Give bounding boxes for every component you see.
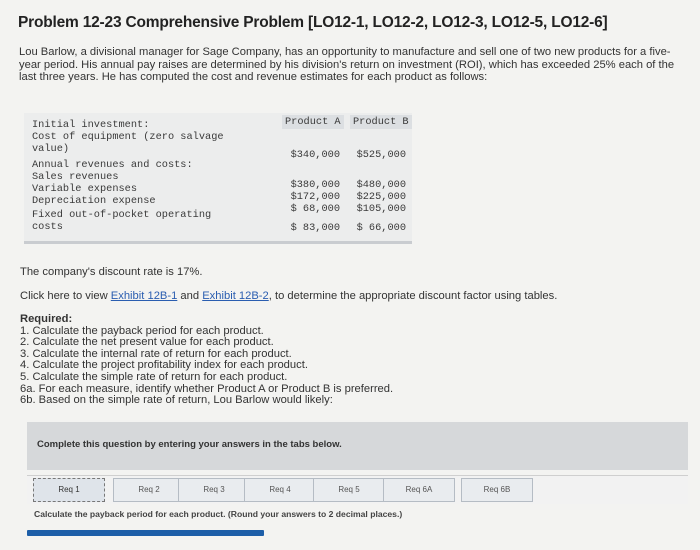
column-header-product-b: Product B [350, 115, 412, 129]
tab-req-6a[interactable]: Req 6A [383, 478, 455, 502]
tab-req-2[interactable]: Req 2 [113, 478, 185, 502]
required-list [20, 314, 393, 407]
required-item: 2. Calculate the net present value for each product. [20, 336, 274, 349]
product-a-value: $172,000 [290, 191, 340, 203]
row-label: Sales revenues [32, 171, 119, 183]
product-b-value: $480,000 [356, 179, 406, 191]
required-item: 3. Calculate the internal rate of return for each product. [20, 347, 292, 360]
product-a-value: $ 83,000 [290, 222, 340, 234]
answer-table-header-bar [27, 530, 264, 536]
product-b-value: $225,000 [356, 191, 406, 203]
product-a-value: $380,000 [290, 179, 340, 191]
tab-req-4[interactable]: Req 4 [244, 478, 316, 502]
product-a-value: $ 68,000 [290, 203, 340, 215]
required-heading: Required: [20, 313, 73, 325]
intro-paragraph [19, 46, 689, 84]
tab-req-6b[interactable]: Req 6B [461, 478, 533, 502]
product-b-value: $525,000 [356, 149, 406, 161]
row-label: Cost of equipment (zero salvage [32, 131, 224, 143]
exhibit-12b-2-link[interactable]: Exhibit 12B-2 [202, 290, 269, 302]
required-item: 1. Calculate the payback period for each product. [20, 324, 264, 337]
row-label: Annual revenues and costs: [32, 159, 193, 171]
intro-line: Lou Barlow, a divisional manager for Sage Company, has an opportunity to manufacture and sell one of two new products for a five- [19, 46, 671, 58]
req-instruction: Calculate the payback period for each product. (Round your answers to 2 decimal places.) [34, 509, 403, 519]
instructions-panel [27, 422, 688, 470]
row-label: value) [32, 143, 70, 155]
cost-revenue-table [24, 113, 412, 244]
required-item: 6a. For each measure, identify whether Product A or Product B is preferred. [20, 382, 394, 395]
required-item: 5. Calculate the simple rate of return for each product. [20, 370, 288, 383]
product-a-value: $340,000 [290, 149, 340, 161]
tab-req-5[interactable]: Req 5 [313, 478, 385, 502]
requirement-tabs [27, 475, 688, 504]
tab-req-1[interactable]: Req 1 [33, 478, 105, 502]
row-label: Initial investment: [32, 119, 150, 131]
column-header-product-a: Product A [282, 115, 344, 129]
required-item: 6b. Based on the simple rate of return, Lou Barlow would likely: [20, 394, 333, 407]
tab-req-3[interactable]: Req 3 [178, 478, 250, 502]
exhibit-instructions [20, 290, 557, 302]
required-item: 4. Calculate the project profitability index for each product. [20, 359, 308, 372]
exhibit-12b-1-link[interactable]: Exhibit 12B-1 [110, 290, 178, 302]
product-b-value: $ 66,000 [356, 222, 406, 234]
exhibit-suffix: , to determine the appropriate discount factor using tables. [268, 290, 558, 302]
row-label: Variable expenses [32, 183, 138, 195]
intro-line: year period. His annual pay raises are determined by his division's return on investment (ROI), which has exceeded 25% each of the [19, 58, 675, 71]
exhibit-middle: and [177, 290, 203, 302]
product-b-value: $105,000 [356, 203, 406, 215]
row-label: Fixed out-of-pocket operating [32, 209, 212, 221]
discount-rate-text: The company's discount rate is 17%. [20, 266, 203, 278]
panel-instruction: Complete this question by entering your answers in the tabs below. [37, 439, 342, 450]
row-label: costs [32, 221, 63, 233]
problem-title: Problem 12-23 Comprehensive Problem [LO12-1, LO12-2, LO12-3, LO12-5, LO12-6] [18, 14, 608, 31]
row-label: Depreciation expense [32, 195, 156, 207]
intro-line: last three years. He has computed the cost and revenue estimates for each product as follows: [19, 71, 488, 83]
exhibit-prefix: Click here to view [20, 290, 111, 302]
